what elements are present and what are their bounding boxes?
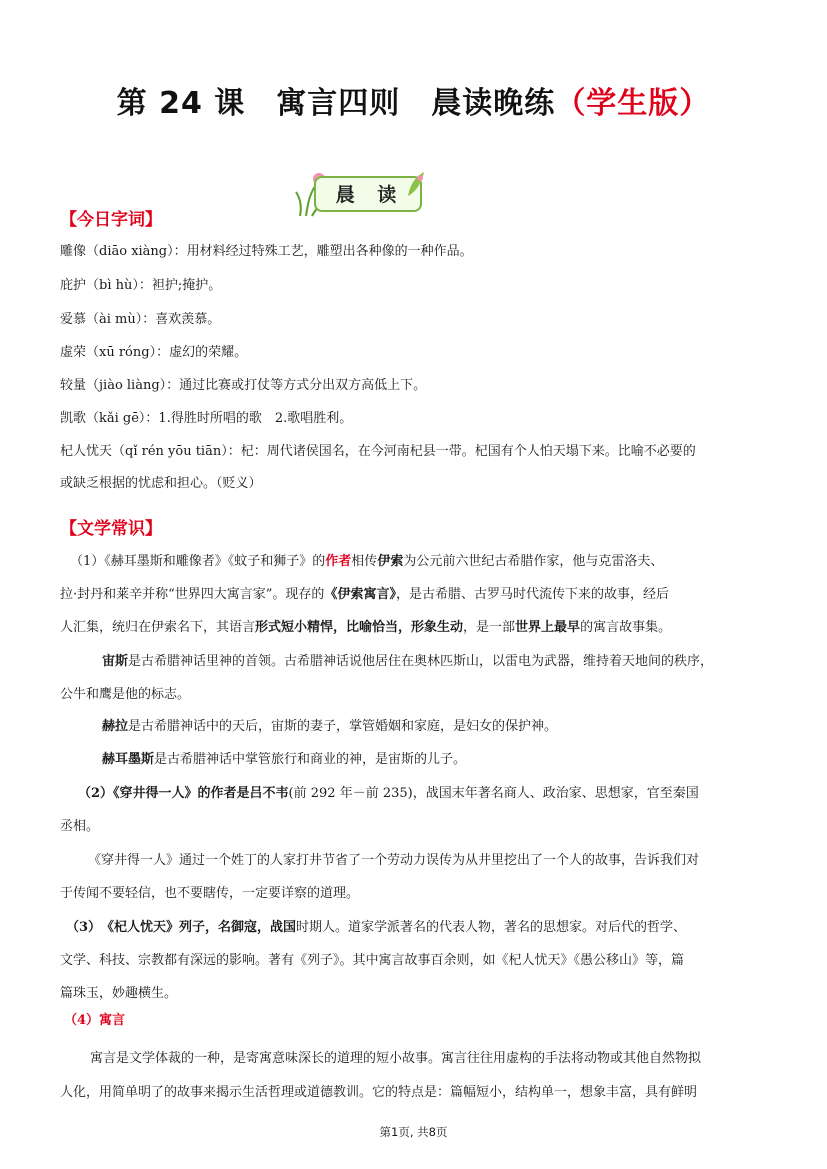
lit-paragraph-3-line-2: 文学、科技、宗教都有深远的影响。著有《列子》。其中寓言故事百余则，如《杞人忧天》《愚公移山》等，篇 xyxy=(60,953,685,968)
hermes-line: 赫耳墨斯是古希腊神话中掌管旅行和商业的神，是宙斯的儿子。 xyxy=(102,752,467,767)
fable-heading: （4）寓言 xyxy=(64,1013,126,1028)
lit-paragraph-1-line-1: （1）《赫耳墨斯和雕像者》《蚊子和狮子》的作者相传伊索为公元前六世纪古希腊作家，他与克雷洛夫、 xyxy=(70,554,664,569)
zeus-line-1: 宙斯是古希腊神话里神的首领。古希腊神话说他居住在奥林匹斯山，以雷电为武器，维持着天地间的秩序， xyxy=(102,654,714,669)
zeus-line-2: 公牛和鹰是他的标志。 xyxy=(60,687,191,702)
lit-paragraph-3-line-3: 篇珠玉，妙趣横生。 xyxy=(60,986,178,1001)
word-line: 雕像（diāo xiàng）：用材料经过特殊工艺，雕塑出各种像的一种作品。 xyxy=(60,244,473,259)
word-line: 凯歌（kǎi gē）：1.得胜时所唱的歌 2.歌唱胜利。 xyxy=(60,411,353,426)
lit-paragraph-1-line-2: 拉·封丹和莱辛并称“世界四大寓言家”。现存的《伊索寓言》，是古希腊、古罗马时代流传下来的故事，经后 xyxy=(60,587,669,602)
hera-line: 赫拉是古希腊神话中的天后，宙斯的妻子，掌管婚姻和家庭，是妇女的保护神。 xyxy=(102,719,558,734)
word-line: 较量（jiào liàng）：通过比赛或打仗等方式分出双方高低上下。 xyxy=(60,378,427,393)
leaf-icon xyxy=(404,170,426,200)
lit-paragraph-3-line-1: （3） 《杞人忧天》列子，名御寇，战国时期人。道家学派著名的代表人物，著名的思想家。对后代的哲学、 xyxy=(66,920,687,935)
chuanjing-line-2: 于传闻不要轻信，也不要瞎传，一定要详察的道理。 xyxy=(60,886,360,901)
fable-line-1: 寓言是文学体裁的一种，是寄寓意味深长的道理的短小故事。寓言往往用虚构的手法将动物或其他自然物拟 xyxy=(90,1051,702,1066)
lit-paragraph-1-line-3: 人汇集，统归在伊索名下，其语言形式短小精悍，比喻恰当，形象生动，是一部世界上最早的寓言故事集。 xyxy=(60,620,672,635)
banner-label: 晨 读 xyxy=(335,184,405,206)
chuanjing-line-1: 《穿井得一人》通过一个姓丁的人家打井节省了一个劳动力误传为从井里挖出了一个人的故事，告诉我们对 xyxy=(88,853,700,868)
section-heading-literature: 【文学常识】 xyxy=(60,519,162,539)
word-line: 庇护（bì hù）：袒护;掩护。 xyxy=(60,278,222,293)
page-number: 第1页, 共8页 xyxy=(379,1125,448,1139)
morning-reading-banner xyxy=(292,168,426,218)
title-main: 第 24 课 寓言四则 晨读晚练 xyxy=(116,86,556,121)
section-heading-words: 【今日字词】 xyxy=(60,210,162,230)
lit-paragraph-2-line-1: （2）《穿井得一人》的作者是吕不韦(前 292 年－前 235)，战国末年著名商人、政治家、思想家，官至秦国 xyxy=(78,786,699,801)
lit-paragraph-2-line-2: 丞相。 xyxy=(60,819,100,834)
fable-line-2: 人化，用简单明了的故事来揭示生活哲理或道德教训。它的特点是：篇幅短小，结构单一，想象丰富，具有鲜明 xyxy=(60,1085,698,1100)
word-line: 杞人忧天（qǐ rén yōu tiān）：杞：周代诸侯国名，在今河南杞县一带。杞国有个人怕天塌下来。比喻不必要的 xyxy=(60,444,696,459)
word-line: 虚荣（xū róng）：虚幻的荣耀。 xyxy=(60,345,248,360)
word-line: 或缺乏根据的忧虑和担心。（贬义） xyxy=(60,476,262,491)
word-line: 爱慕（ài mù）：喜欢羡慕。 xyxy=(60,312,221,327)
page-title xyxy=(0,78,827,122)
title-edition: （学生版） xyxy=(555,86,711,121)
